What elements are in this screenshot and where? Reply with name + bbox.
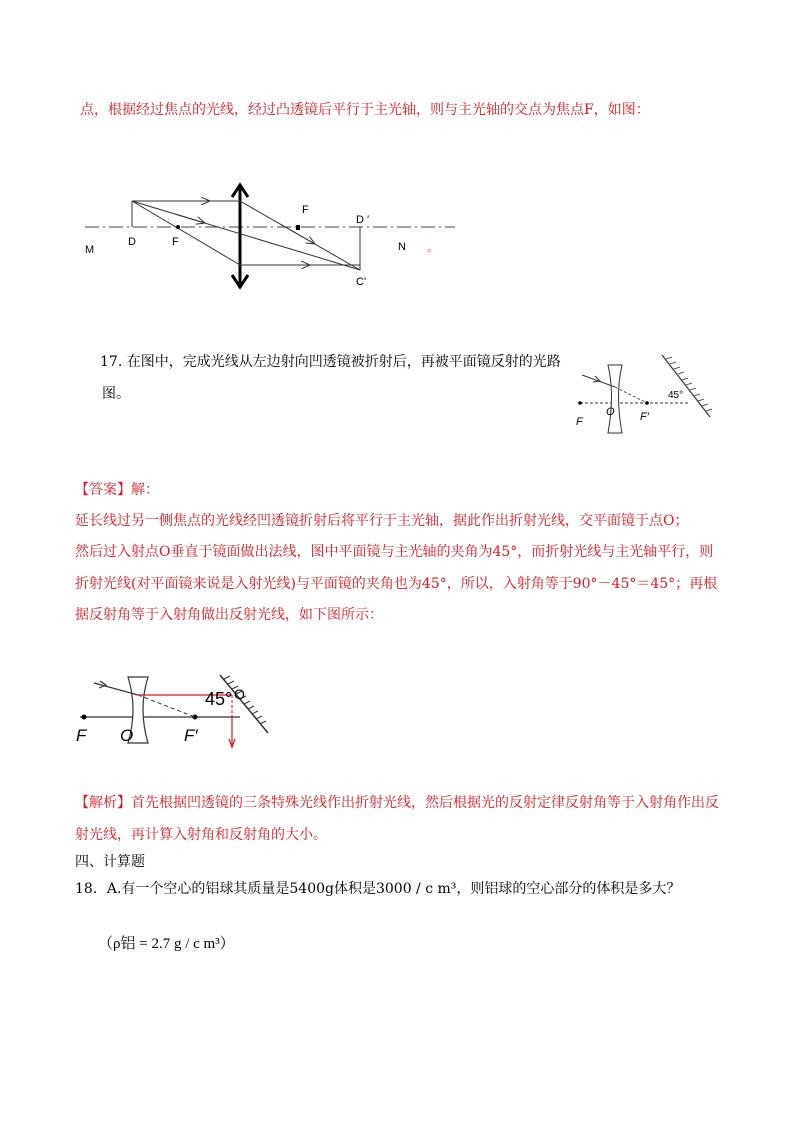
analysis-text-1: 首先根据凹透镜的三条特殊光线作出折射光线，然后根据光的反射定律反射角等于入射角作出反 <box>131 795 719 811</box>
answer17-line3: 折射光线(对平面镜来说是入射光线)与平面镜的夹角也为45°，所以，入射角等于90°－45°＝45°；再根 <box>75 576 718 592</box>
q17-label-F: F <box>576 416 583 428</box>
answer-solve: 解： <box>131 482 159 498</box>
ray-center <box>132 201 360 270</box>
section4-title: 四、计算题 <box>75 854 145 870</box>
q18-number: 18． <box>75 881 107 897</box>
q17-text-2: 图。 <box>102 386 130 402</box>
analysis-tag: 【解析】 <box>75 795 131 811</box>
answer17-figure <box>70 665 280 755</box>
answer-tag: 【答案】 <box>75 482 131 498</box>
q17-mirror <box>662 355 710 417</box>
analysis17-line1 <box>75 793 719 813</box>
convex-lens-diagram <box>80 175 460 295</box>
a17-label-F: F <box>76 726 87 745</box>
q17-text-1: 在图中，完成光线从左边射向凹透镜被折射后，再被平面镜反射的光路 <box>126 354 561 370</box>
analysis17-line2: 射光线，再计算入射角和反射角的大小。 <box>75 827 327 843</box>
label-F-right: F <box>302 204 309 216</box>
label-F-left: F <box>172 236 179 248</box>
period-mark: 。 <box>427 242 438 254</box>
q18-text: A.有一个空心的铝球其质量是5400g体积是3000 / c m³，则铝球的空心部分的体积是多大？ <box>106 881 681 897</box>
q17-concave-lens <box>608 365 622 433</box>
answer-line-top: 点，根据经过焦点的光线，经过凸透镜后平行于主光轴，则与主光轴的交点为焦点F，如图： <box>80 102 650 118</box>
label-D: D <box>128 236 136 248</box>
a17-label-angle: 45° <box>205 689 233 709</box>
answer17-header <box>75 480 159 500</box>
a17-label-F-prime: F′ <box>184 726 198 745</box>
label-M: M <box>85 244 95 256</box>
a17-label-O: O <box>120 726 134 745</box>
answer17-line2: 然后过入射点O垂直于镜面做出法线，图中平面镜与主光轴的夹角为45°，而折射光线与主光轴平行，则 <box>75 544 714 560</box>
focus-left-dot <box>176 225 180 229</box>
q18-line <box>75 879 680 899</box>
label-N: N <box>398 241 406 253</box>
q17-number: 17. <box>100 354 123 370</box>
answer17-line4: 据反射角等于入射角做出反射光线，如下图所示： <box>75 607 383 623</box>
label-D-prime: D ′ <box>356 214 370 226</box>
q17-label-F-prime: F′ <box>640 411 649 423</box>
label-C-prime: C' <box>356 276 367 288</box>
q17-line1 <box>100 352 561 372</box>
focus-right-dot <box>296 225 300 230</box>
q17-label-O: O <box>606 406 615 418</box>
ray-focus <box>132 201 240 265</box>
answer17-line1: 延长线过另一侧焦点的光线经凹透镜折射后将平行于主光轴，据此作出折射光线，交平面镜于点O； <box>75 513 689 529</box>
a17-label-point-O: O <box>234 686 245 702</box>
q17-figure <box>570 345 720 435</box>
q18-given: （ρ铝 = 2.7 g / c m³） <box>98 936 235 952</box>
q17-label-angle: 45° <box>668 390 684 401</box>
